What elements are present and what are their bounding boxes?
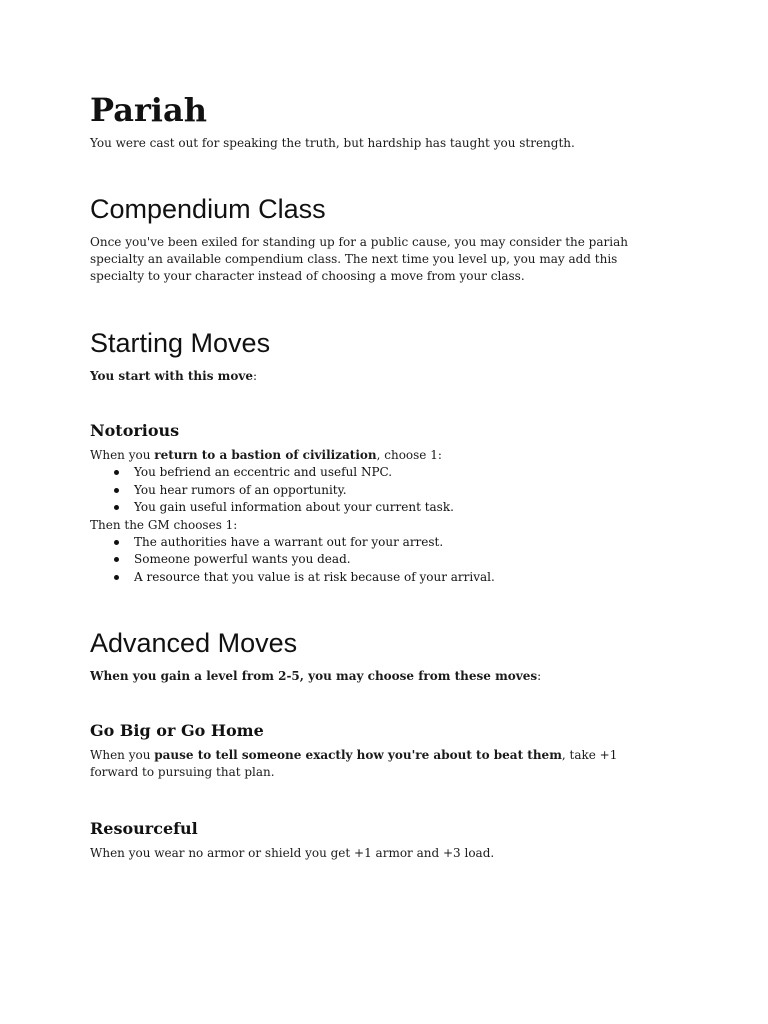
bullet-icon: [114, 540, 119, 545]
advanced-lead: [90, 668, 670, 685]
compendium-body: Once you've been exiled for standing up for a public cause, you may consider the pariah specialty an available compendium class. The next time you level up, you may add this specialty to your character instead of choosing a move from your class.: [90, 235, 628, 283]
list-item: [114, 499, 670, 517]
bullet-icon: [114, 470, 119, 475]
notorious-gm-choices-list: [90, 534, 670, 587]
notorious-gm-line: Then the GM chooses 1:: [90, 517, 238, 532]
advanced-lead-colon: :: [537, 669, 542, 683]
bullet-icon: [114, 557, 119, 562]
starting-lead-bold: You start with this move: [90, 369, 253, 383]
go-big-post: , take +1 forward to pursuing that plan.: [90, 748, 618, 779]
advanced-lead-bold: When you gain a level from 2-5, you may choose from these moves: [90, 669, 538, 683]
notorious-trigger-bold: return to a bastion of civilization: [154, 448, 377, 462]
list-item: [114, 569, 670, 587]
move-resourceful-title: Resourceful: [90, 819, 198, 838]
heading-compendium-class: Compendium Class: [90, 194, 326, 224]
bullet-icon: [114, 488, 119, 493]
starting-lead-colon: :: [252, 369, 257, 383]
list-item: [114, 464, 670, 482]
intro-text: You were cast out for speaking the truth, but hardship has taught you strength.: [90, 136, 575, 150]
notorious-trigger-post: , choose 1:: [376, 448, 442, 462]
move-resourceful-body: When you wear no armor or shield you get +1 armor and +3 load.: [90, 846, 495, 860]
list-item-text: You hear rumors of an opportunity.: [134, 482, 347, 497]
move-notorious-body: [90, 447, 670, 586]
bullet-icon: [114, 505, 119, 510]
heading-starting-moves: Starting Moves: [90, 328, 271, 358]
notorious-trigger-pre: When you: [90, 448, 155, 462]
list-item-text: Someone powerful wants you dead.: [134, 552, 351, 566]
move-go-big-body: [90, 747, 650, 781]
list-item-text: You befriend an eccentric and useful NPC.: [134, 465, 393, 479]
move-go-big-title: Go Big or Go Home: [90, 721, 264, 740]
go-big-bold: pause to tell someone exactly how you're about to beat them: [154, 748, 562, 762]
bullet-icon: [114, 575, 119, 580]
move-notorious-title: Notorious: [90, 421, 180, 440]
list-item: [114, 534, 670, 552]
notorious-trigger: [90, 447, 670, 464]
list-item: [114, 551, 670, 569]
list-item: [114, 482, 670, 500]
notorious-choices-list: [90, 464, 670, 517]
page-title: Pariah: [90, 91, 207, 129]
go-big-pre: When you: [90, 748, 155, 762]
list-item-text: The authorities have a warrant out for your arrest.: [134, 534, 444, 549]
list-item-text: A resource that you value is at risk because of your arrival.: [134, 569, 495, 584]
heading-advanced-moves: Advanced Moves: [90, 628, 298, 658]
starting-lead: [90, 368, 670, 385]
list-item-text: You gain useful information about your current task.: [134, 500, 454, 514]
